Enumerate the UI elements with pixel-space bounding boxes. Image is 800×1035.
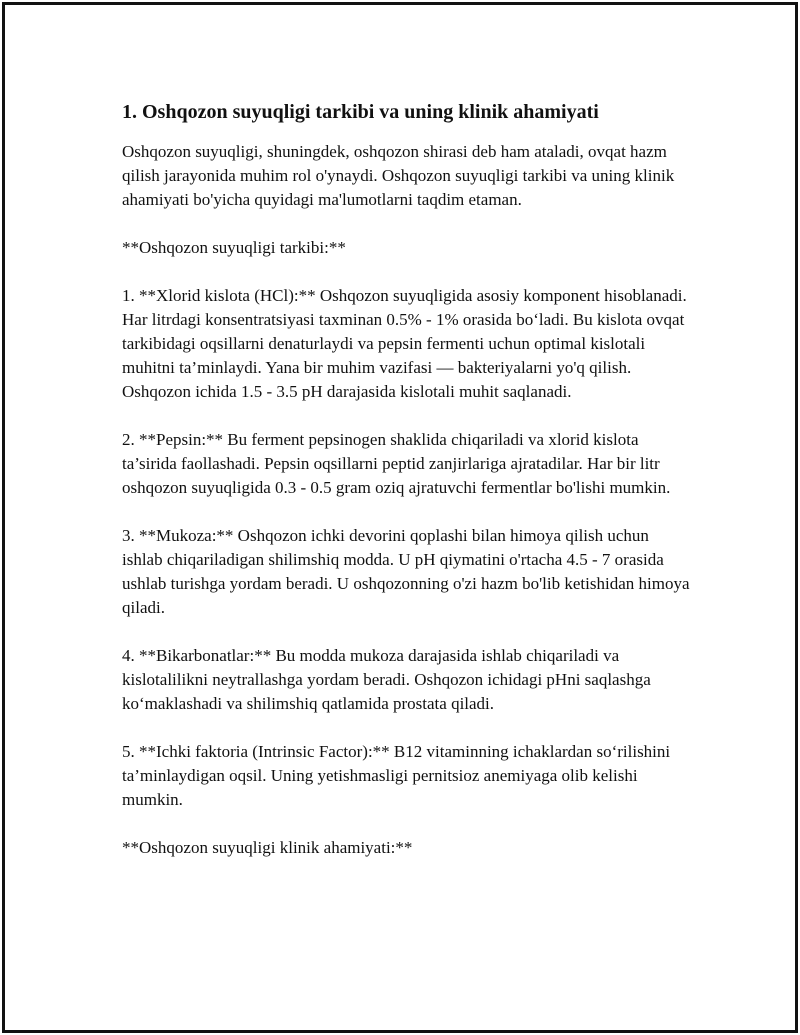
page-frame <box>2 2 798 1033</box>
intro-paragraph: Oshqozon suyuqligi, shuningdek, oshqozon shirasi deb ham ataladi, ovqat hazm qilish jarayonida muhim rol o'ynaydi. Oshqozon suyuqligi tarkibi va uning klinik ahamiyati bo'yicha quyidagi ma'lumotlarni taqdim etaman. <box>122 142 675 209</box>
document-body <box>122 98 692 884</box>
list-item-bikarbonatlar: 4. **Bikarbonatlar:** Bu modda mukoza darajasida ishlab chiqariladi va kislotalilikni neytrallashga yordam beradi. Oshqozon ichidagi pHni saqlashga ko‘maklashadi va shilimshiq qatlamida prostata qiladi. <box>122 646 651 713</box>
list-item-intrinsic-factor: 5. **Ichki faktoria (Intrinsic Factor):** B12 vitaminning ichaklardan so‘rilishini ta’minlaydigan oqsil. Uning yetishmasligi pernitsioz anemiyaga olib kelishi mumkin. <box>122 742 671 809</box>
list-item-mukoza: 3. **Mukoza:** Oshqozon ichki devorini qoplashi bilan himoya qilish uchun ishlab chiqariladigan shilimshiq modda. U pH qiymatini o'rtacha 4.5 - 7 orasida ushlab turishga yordam beradi. U oshqozonning o'zi hazm bo'lib ketishidan himoya qiladi. <box>122 526 690 617</box>
composition-heading: **Oshqozon suyuqligi tarkibi:** <box>122 238 346 257</box>
list-item-hcl: 1. **Xlorid kislota (HCl):** Oshqozon suyuqligida asosiy komponent hisoblanadi. Har litrdagi konsentratsiyasi taxminan 0.5% - 1% orasida bo‘ladi. Bu kislota ovqat tarkibidagi oqsillarni denaturlaydi va pepsin fermenti uchun optimal kislotali muhitni ta’minlaydi. Yana bir muhim vazifasi — bakteriyalarni yo'q qilish. Oshqozon ichida 1.5 - 3.5 pH darajasida kislotali muhit saqlanadi. <box>122 286 687 401</box>
list-item-pepsin: 2. **Pepsin:** Bu ferment pepsinogen shaklida chiqariladi va xlorid kislota ta’sirida faollashadi. Pepsin oqsillarni peptid zanjirlariga ajratadilar. Har bir litr oshqozon suyuqligida 0.3 - 0.5 gram oziq ajratuvchi fermentlar bo'lishi mumkin. <box>122 430 671 497</box>
clinical-heading: **Oshqozon suyuqligi klinik ahamiyati:** <box>122 838 413 857</box>
document-title: 1. Oshqozon suyuqligi tarkibi va uning klinik ahamiyati <box>122 101 599 123</box>
